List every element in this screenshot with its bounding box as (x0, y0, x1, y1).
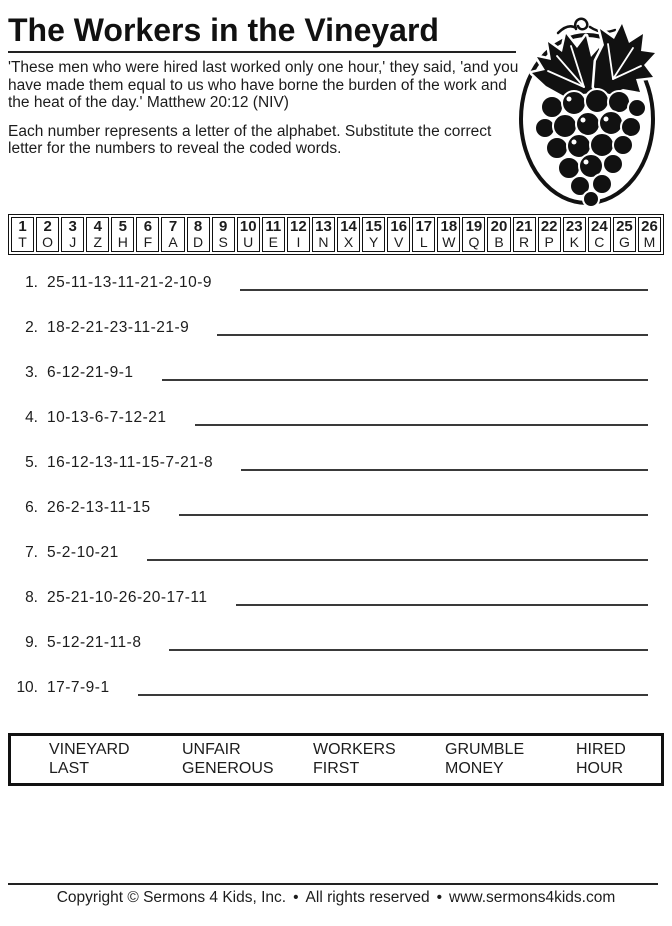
cipher-letter: T (18, 233, 27, 250)
cipher-number: 15 (365, 217, 382, 235)
cipher-cell (36, 217, 59, 252)
cipher-number: 3 (68, 217, 77, 235)
cipher-letter: F (143, 233, 153, 250)
cipher-cell (538, 217, 561, 252)
cipher-number: 16 (390, 217, 408, 235)
answer-blank-line[interactable] (138, 679, 648, 696)
puzzle-row (8, 274, 664, 319)
cipher-letter: U (243, 233, 254, 250)
cipher-number: 10 (239, 217, 257, 235)
puzzle-item-number: 3. (25, 363, 38, 381)
cipher-number: 22 (540, 217, 558, 235)
cipher-letter: B (494, 233, 504, 250)
cipher-number: 1 (18, 217, 27, 235)
puzzle-code: 26-2-13-11-15 (47, 498, 151, 516)
cipher-number: 11 (265, 217, 282, 235)
puzzle-item-number: 9. (25, 633, 38, 651)
grapes-icon (512, 15, 668, 207)
puzzle-code: 17-7-9-1 (47, 678, 110, 696)
cipher-number: 14 (340, 217, 357, 235)
title-underline (8, 51, 516, 53)
cipher-letter: G (618, 233, 630, 250)
puzzle-instructions: Each number represents a letter of the alphabet. Substitute the correct letter for the numbers to reveal the coded words. (8, 122, 492, 157)
cipher-letter: M (643, 233, 656, 250)
cipher-cell (487, 217, 510, 252)
cipher-letter: A (168, 233, 178, 250)
cipher-cell (161, 217, 184, 252)
puzzle-code: 25-21-10-26-20-17-11 (47, 588, 208, 606)
cipher-letter: X (343, 233, 354, 250)
puzzle-item-number: 2. (25, 318, 38, 336)
rights-text: All rights reserved (305, 888, 430, 906)
cipher-number: 17 (415, 217, 433, 235)
puzzle-code: 5-2-10-21 (47, 543, 119, 561)
answer-blank-line[interactable] (236, 589, 648, 606)
word-bank-word: WORKERS (313, 740, 396, 758)
page-title: The Workers in the Vineyard (8, 12, 439, 48)
word-bank-word: LAST (49, 759, 90, 777)
footer-divider (8, 883, 658, 885)
answer-blank-line[interactable] (169, 634, 648, 651)
cipher-letter: O (42, 233, 54, 250)
answer-blank-line[interactable] (240, 274, 648, 291)
puzzle-item-number: 6. (25, 498, 38, 516)
cipher-cell (237, 217, 260, 252)
word-bank-word: GRUMBLE (445, 740, 525, 758)
cipher-key-table (8, 214, 664, 255)
puzzle-code: 18-2-21-23-11-21-9 (47, 318, 190, 336)
word-bank-word: UNFAIR (182, 740, 241, 758)
cipher-cell (563, 217, 586, 252)
cipher-number: 21 (515, 217, 533, 235)
puzzle-row (8, 634, 664, 679)
cipher-number: 6 (143, 217, 153, 235)
worksheet-page (0, 13, 672, 926)
cipher-cell (362, 217, 385, 252)
answer-blank-line[interactable] (162, 364, 649, 381)
cipher-cell (111, 217, 134, 252)
word-bank-word: FIRST (313, 759, 360, 777)
answer-blank-line[interactable] (179, 499, 648, 516)
answer-blank-line[interactable] (195, 409, 648, 426)
word-bank-word: MONEY (445, 759, 504, 777)
puzzle-row (8, 544, 664, 589)
word-bank-row-1 (49, 740, 661, 759)
grapes-illustration (512, 15, 668, 207)
cipher-cell (136, 217, 159, 252)
cipher-cell (513, 217, 536, 252)
word-bank-word: HOUR (576, 759, 624, 777)
cipher-cell (312, 217, 335, 252)
cipher-cell (287, 217, 310, 252)
word-bank-word: GENEROUS (182, 759, 274, 777)
cipher-letter: H (117, 233, 128, 250)
cipher-cell (212, 217, 235, 252)
cipher-cell (187, 217, 210, 252)
cipher-number: 4 (93, 217, 102, 235)
cipher-letter: Y (368, 233, 379, 250)
cipher-number: 18 (440, 217, 458, 235)
cipher-letter: I (296, 233, 301, 250)
website-text: www.sermons4kids.com (449, 888, 616, 906)
puzzle-code: 16-12-13-11-15-7-21-8 (47, 453, 214, 471)
puzzle-row (8, 679, 664, 724)
puzzle-item-number: 10. (16, 678, 38, 696)
answer-blank-line[interactable] (241, 454, 648, 471)
puzzle-row (8, 364, 664, 409)
cipher-cell (387, 217, 410, 252)
answer-blank-line[interactable] (147, 544, 648, 561)
cipher-letter: W (442, 233, 456, 250)
puzzle-row (8, 499, 664, 544)
cipher-number: 20 (490, 217, 508, 235)
footer-copyright (8, 889, 664, 906)
cipher-letter: C (594, 233, 605, 250)
word-bank-row-2 (49, 759, 661, 778)
puzzle-row (8, 589, 664, 634)
cipher-cell (262, 217, 285, 252)
cipher-letter: D (193, 233, 204, 250)
cipher-letter: L (419, 233, 428, 250)
cipher-number: 9 (218, 217, 228, 235)
puzzle-row (8, 319, 664, 364)
cipher-number: 13 (315, 217, 332, 235)
bullet-separator: • (436, 888, 443, 906)
cipher-number: 12 (290, 217, 307, 235)
puzzle-list (8, 274, 664, 724)
word-bank-word: VINEYARD (49, 740, 130, 758)
bullet-separator: • (293, 888, 299, 906)
puzzle-item-number: 4. (25, 408, 38, 426)
cipher-cell (437, 217, 460, 252)
cipher-cell (638, 217, 661, 252)
cipher-letter: Q (468, 233, 480, 250)
puzzle-row (8, 409, 664, 454)
puzzle-code: 5-12-21-11-8 (47, 633, 142, 651)
answer-blank-line[interactable] (217, 319, 648, 336)
cipher-letter: E (268, 233, 278, 250)
cipher-number: 7 (168, 217, 178, 235)
cipher-letter: K (569, 233, 579, 250)
puzzle-code: 6-12-21-9-1 (47, 363, 134, 381)
cipher-number: 23 (565, 217, 583, 235)
cipher-number: 25 (616, 217, 633, 235)
cipher-letter: P (544, 233, 554, 250)
puzzle-item-number: 5. (25, 453, 38, 471)
puzzle-item-number: 8. (25, 588, 38, 606)
cipher-cell (11, 217, 34, 252)
cipher-cell (337, 217, 360, 252)
cipher-cell (462, 217, 485, 252)
cipher-number: 19 (465, 217, 483, 235)
word-bank-box (8, 733, 664, 786)
puzzle-row (8, 454, 664, 499)
copyright-text: Copyright © Sermons 4 Kids, Inc. (56, 888, 287, 906)
cipher-letter: R (519, 233, 530, 250)
cipher-cell (412, 217, 435, 252)
cipher-number: 5 (118, 217, 128, 235)
cipher-number: 26 (641, 217, 658, 235)
puzzle-item-number: 1. (25, 273, 38, 291)
cipher-letter: N (318, 233, 329, 250)
puzzle-code: 25-11-13-11-21-2-10-9 (47, 273, 213, 291)
cipher-cell (588, 217, 611, 252)
cipher-number: 8 (193, 217, 203, 235)
cipher-cell (61, 217, 84, 252)
puzzle-code: 10-13-6-7-12-21 (47, 408, 167, 426)
cipher-number: 24 (590, 217, 608, 235)
cipher-letter: Z (93, 233, 103, 250)
cipher-letter: J (69, 233, 77, 250)
cipher-cell (86, 217, 109, 252)
cipher-number: 2 (43, 217, 52, 235)
cipher-letter: S (218, 233, 228, 250)
scripture-verse: 'These men who were hired last worked only one hour,' they said, 'and you have made them equal to us who have borne the burden of the work and the heat of the day.' Matthew 20:12 (NIV) (8, 59, 519, 111)
puzzle-item-number: 7. (25, 543, 38, 561)
cipher-cell (613, 217, 636, 252)
word-bank-word: HIRED (576, 740, 626, 758)
cipher-letter: V (394, 233, 404, 250)
